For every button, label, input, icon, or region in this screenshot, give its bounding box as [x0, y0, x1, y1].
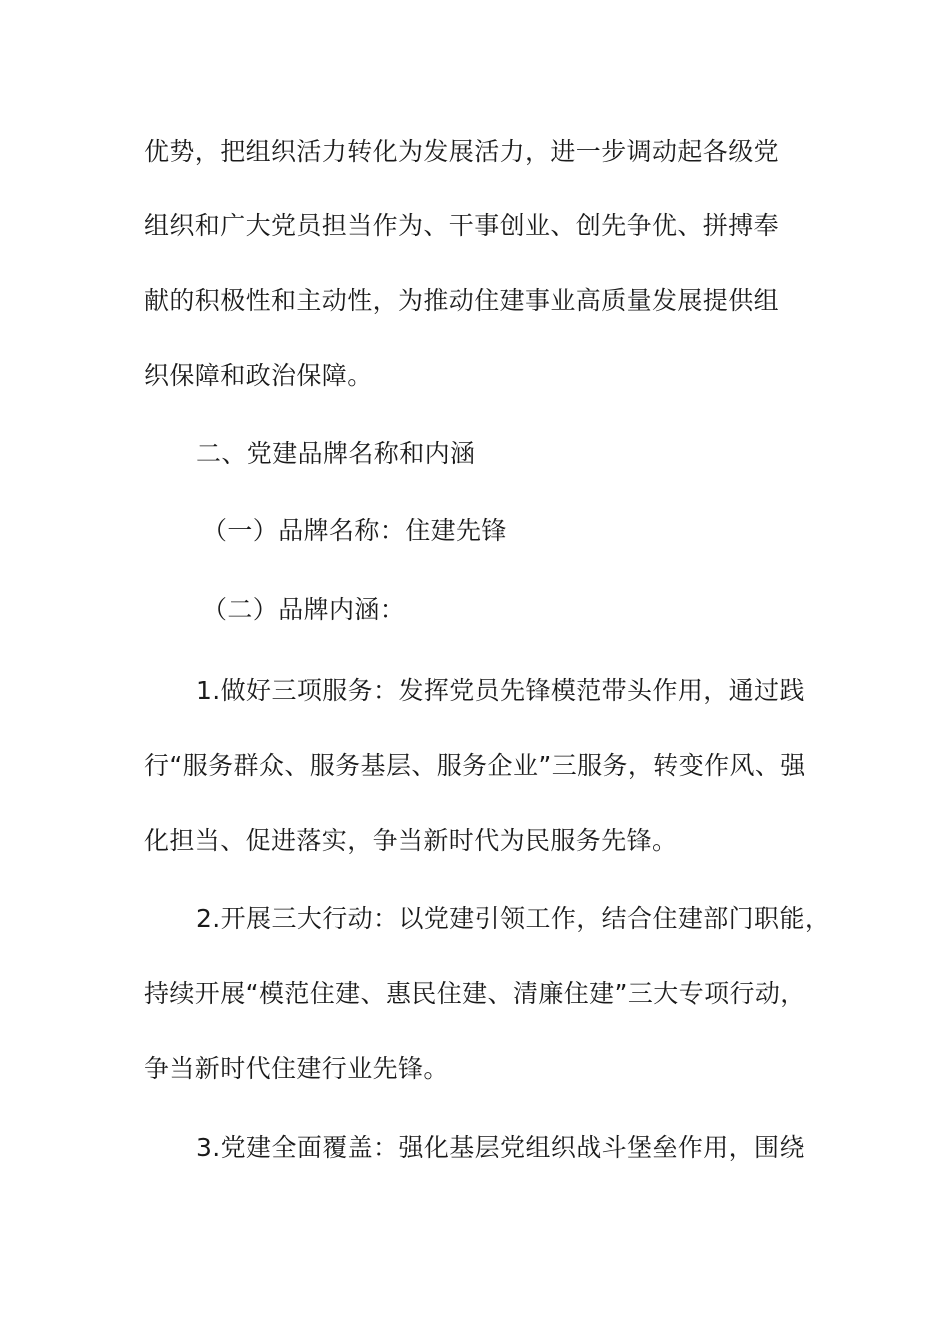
- paragraph-line: 1.做好三项服务：发挥党员先锋模范带头作用，通过践: [196, 676, 805, 705]
- paragraph-line: 织保障和政治保障。: [144, 361, 373, 390]
- paragraph-line: 持续开展“模范住建、惠民住建、清廉住建”三大专项行动，: [144, 979, 806, 1008]
- paragraph-line: 优势，把组织活力转化为发展活力，进一步调动起各级党: [144, 137, 780, 166]
- paragraph-line: 争当新时代住建行业先锋。: [144, 1054, 449, 1083]
- paragraph-line: 献的积极性和主动性，为推动住建事业高质量发展提供组: [144, 286, 780, 315]
- subsection-heading: （二）品牌内涵：: [202, 595, 406, 624]
- paragraph-line: 化担当、促进落实，争当新时代为民服务先锋。: [144, 826, 678, 855]
- paragraph-line: 2.开展三大行动：以党建引领工作，结合住建部门职能，: [196, 904, 831, 933]
- section-heading: 二、党建品牌名称和内涵: [196, 439, 476, 468]
- subsection-heading: （一）品牌名称：住建先锋: [202, 516, 507, 545]
- paragraph-line: 3.党建全面覆盖：强化基层党组织战斗堡垒作用，围绕: [196, 1133, 805, 1162]
- paragraph-line: 组织和广大党员担当作为、干事创业、创先争优、拼搏奉: [144, 211, 780, 240]
- paragraph-line: 行“服务群众、服务基层、服务企业”三服务，转变作风、强: [144, 751, 806, 780]
